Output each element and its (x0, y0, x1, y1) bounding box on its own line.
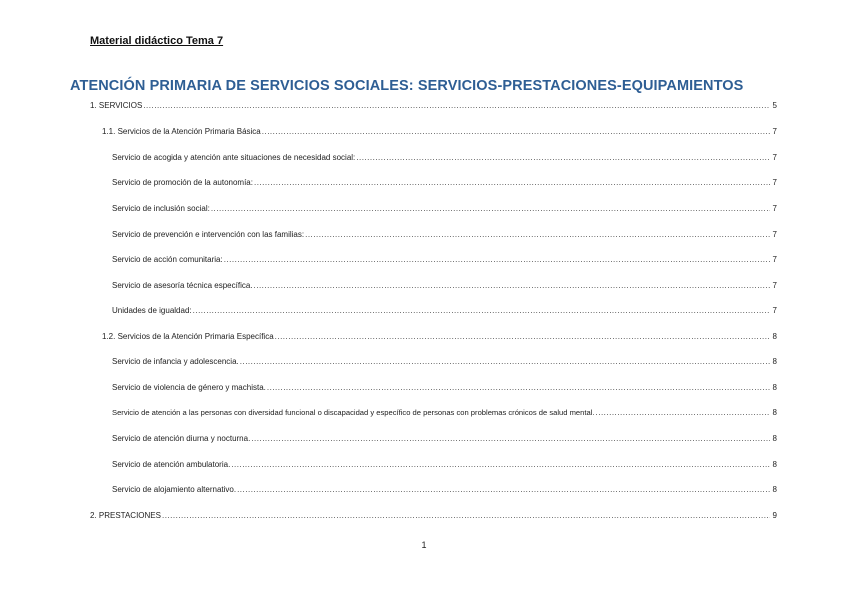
toc-entry-violencia-genero[interactable] (112, 382, 777, 394)
toc-leader-dots (254, 177, 770, 189)
toc-entry-page: 7 (772, 204, 777, 213)
toc-leader-dots (356, 152, 770, 164)
toc-entry-page: 8 (772, 383, 777, 392)
toc-entry-text: Servicio de prevención e intervención con las familias: (112, 230, 305, 239)
toc-entry-atencion-primaria-especifica[interactable] (102, 331, 777, 343)
toc-entry-page: 7 (772, 178, 777, 187)
toc-entry-text: Servicio de atención diurna y nocturna. (112, 434, 251, 443)
toc-leader-dots (193, 305, 770, 317)
toc-entry-page: 5 (772, 101, 777, 110)
toc-entry-text: Servicio de acogida y atención ante situaciones de necesidad social: (112, 153, 356, 162)
toc-entry-text: 2. PRESTACIONES (90, 511, 161, 520)
toc-entry-text: 1. SERVICIOS (90, 101, 143, 110)
toc-entry-infancia-adolescencia[interactable] (112, 356, 777, 368)
toc-leader-dots (224, 254, 770, 266)
toc-entry-page: 7 (772, 306, 777, 315)
toc-entry-atencion-diurna-nocturna[interactable] (112, 433, 777, 445)
toc-entry-servicios[interactable] (90, 100, 777, 112)
toc-entry-page: 7 (772, 255, 777, 264)
toc-leader-dots (267, 382, 770, 394)
toc-entry-prestaciones[interactable] (90, 510, 777, 522)
toc-entry-page: 8 (772, 434, 777, 443)
toc-entry-text: 1.1. Servicios de la Atención Primaria Básica (102, 127, 261, 136)
toc-entry-asesoria-tecnica[interactable] (112, 280, 777, 292)
toc-entry-text: Servicio de alojamiento alternativo. (112, 485, 237, 494)
toc-entry-diversidad-funcional[interactable] (112, 407, 777, 419)
toc-entry-text: Servicio de atención a las personas con diversidad funcional o discapacidad y específico de personas con problemas crónicos de salud mental. (112, 408, 595, 417)
toc-leader-dots (231, 459, 770, 471)
toc-entry-acogida[interactable] (112, 152, 777, 164)
toc-leader-dots (162, 510, 770, 522)
toc-entry-alojamiento-alternativo[interactable] (112, 484, 777, 496)
toc-entry-atencion-ambulatoria[interactable] (112, 459, 777, 471)
toc-leader-dots (596, 407, 771, 419)
toc-entry-text: Servicio de inclusión social: (112, 204, 210, 213)
toc-entry-promocion-autonomia[interactable] (112, 177, 777, 189)
toc-entry-text: Servicio de asesoría técnica específica. (112, 281, 253, 290)
toc-entry-text: Unidades de igualdad: (112, 306, 192, 315)
toc-leader-dots (254, 280, 770, 292)
document-title: ATENCIÓN PRIMARIA DE SERVICIOS SOCIALES: SERVICIOS-PRESTACIONES-EQUIPAMIENTOS (70, 78, 744, 94)
toc-entry-inclusion-social[interactable] (112, 203, 777, 215)
toc-entry-text: Servicio de acción comunitaria: (112, 255, 223, 264)
toc-entry-text: Servicio de promoción de la autonomía: (112, 178, 253, 187)
toc-entry-page: 7 (772, 281, 777, 290)
toc-leader-dots (262, 126, 770, 138)
toc-entry-text: Servicio de infancia y adolescencia. (112, 357, 239, 366)
toc-entry-unidades-igualdad[interactable] (112, 305, 777, 317)
document-header: Material didáctico Tema 7 (90, 35, 224, 47)
toc-entry-text: 1.2. Servicios de la Atención Primaria Específica (102, 332, 274, 341)
toc-entry-text: Servicio de violencia de género y machista. (112, 383, 266, 392)
toc-entry-page: 8 (772, 485, 777, 494)
toc-leader-dots (305, 229, 770, 241)
toc-entry-page: 8 (772, 460, 777, 469)
page-number: 1 (421, 540, 427, 550)
toc-leader-dots (240, 356, 770, 368)
toc-entry-prevencion-familias[interactable] (112, 229, 777, 241)
toc-leader-dots (251, 433, 770, 445)
toc-entry-page: 8 (772, 332, 777, 341)
toc-entry-accion-comunitaria[interactable] (112, 254, 777, 266)
toc-entry-page: 7 (772, 127, 777, 136)
toc-entry-page: 9 (772, 511, 777, 520)
toc-leader-dots (211, 203, 770, 215)
toc-entry-page: 7 (772, 153, 777, 162)
toc-entry-page: 8 (772, 408, 777, 417)
toc-entry-text: Servicio de atención ambulatoria. (112, 460, 231, 469)
toc-leader-dots (143, 100, 770, 112)
toc-entry-atencion-primaria-basica[interactable] (102, 126, 777, 138)
toc-entry-page: 7 (772, 230, 777, 239)
toc-entry-page: 8 (772, 357, 777, 366)
toc-leader-dots (237, 484, 770, 496)
toc-leader-dots (275, 331, 770, 343)
